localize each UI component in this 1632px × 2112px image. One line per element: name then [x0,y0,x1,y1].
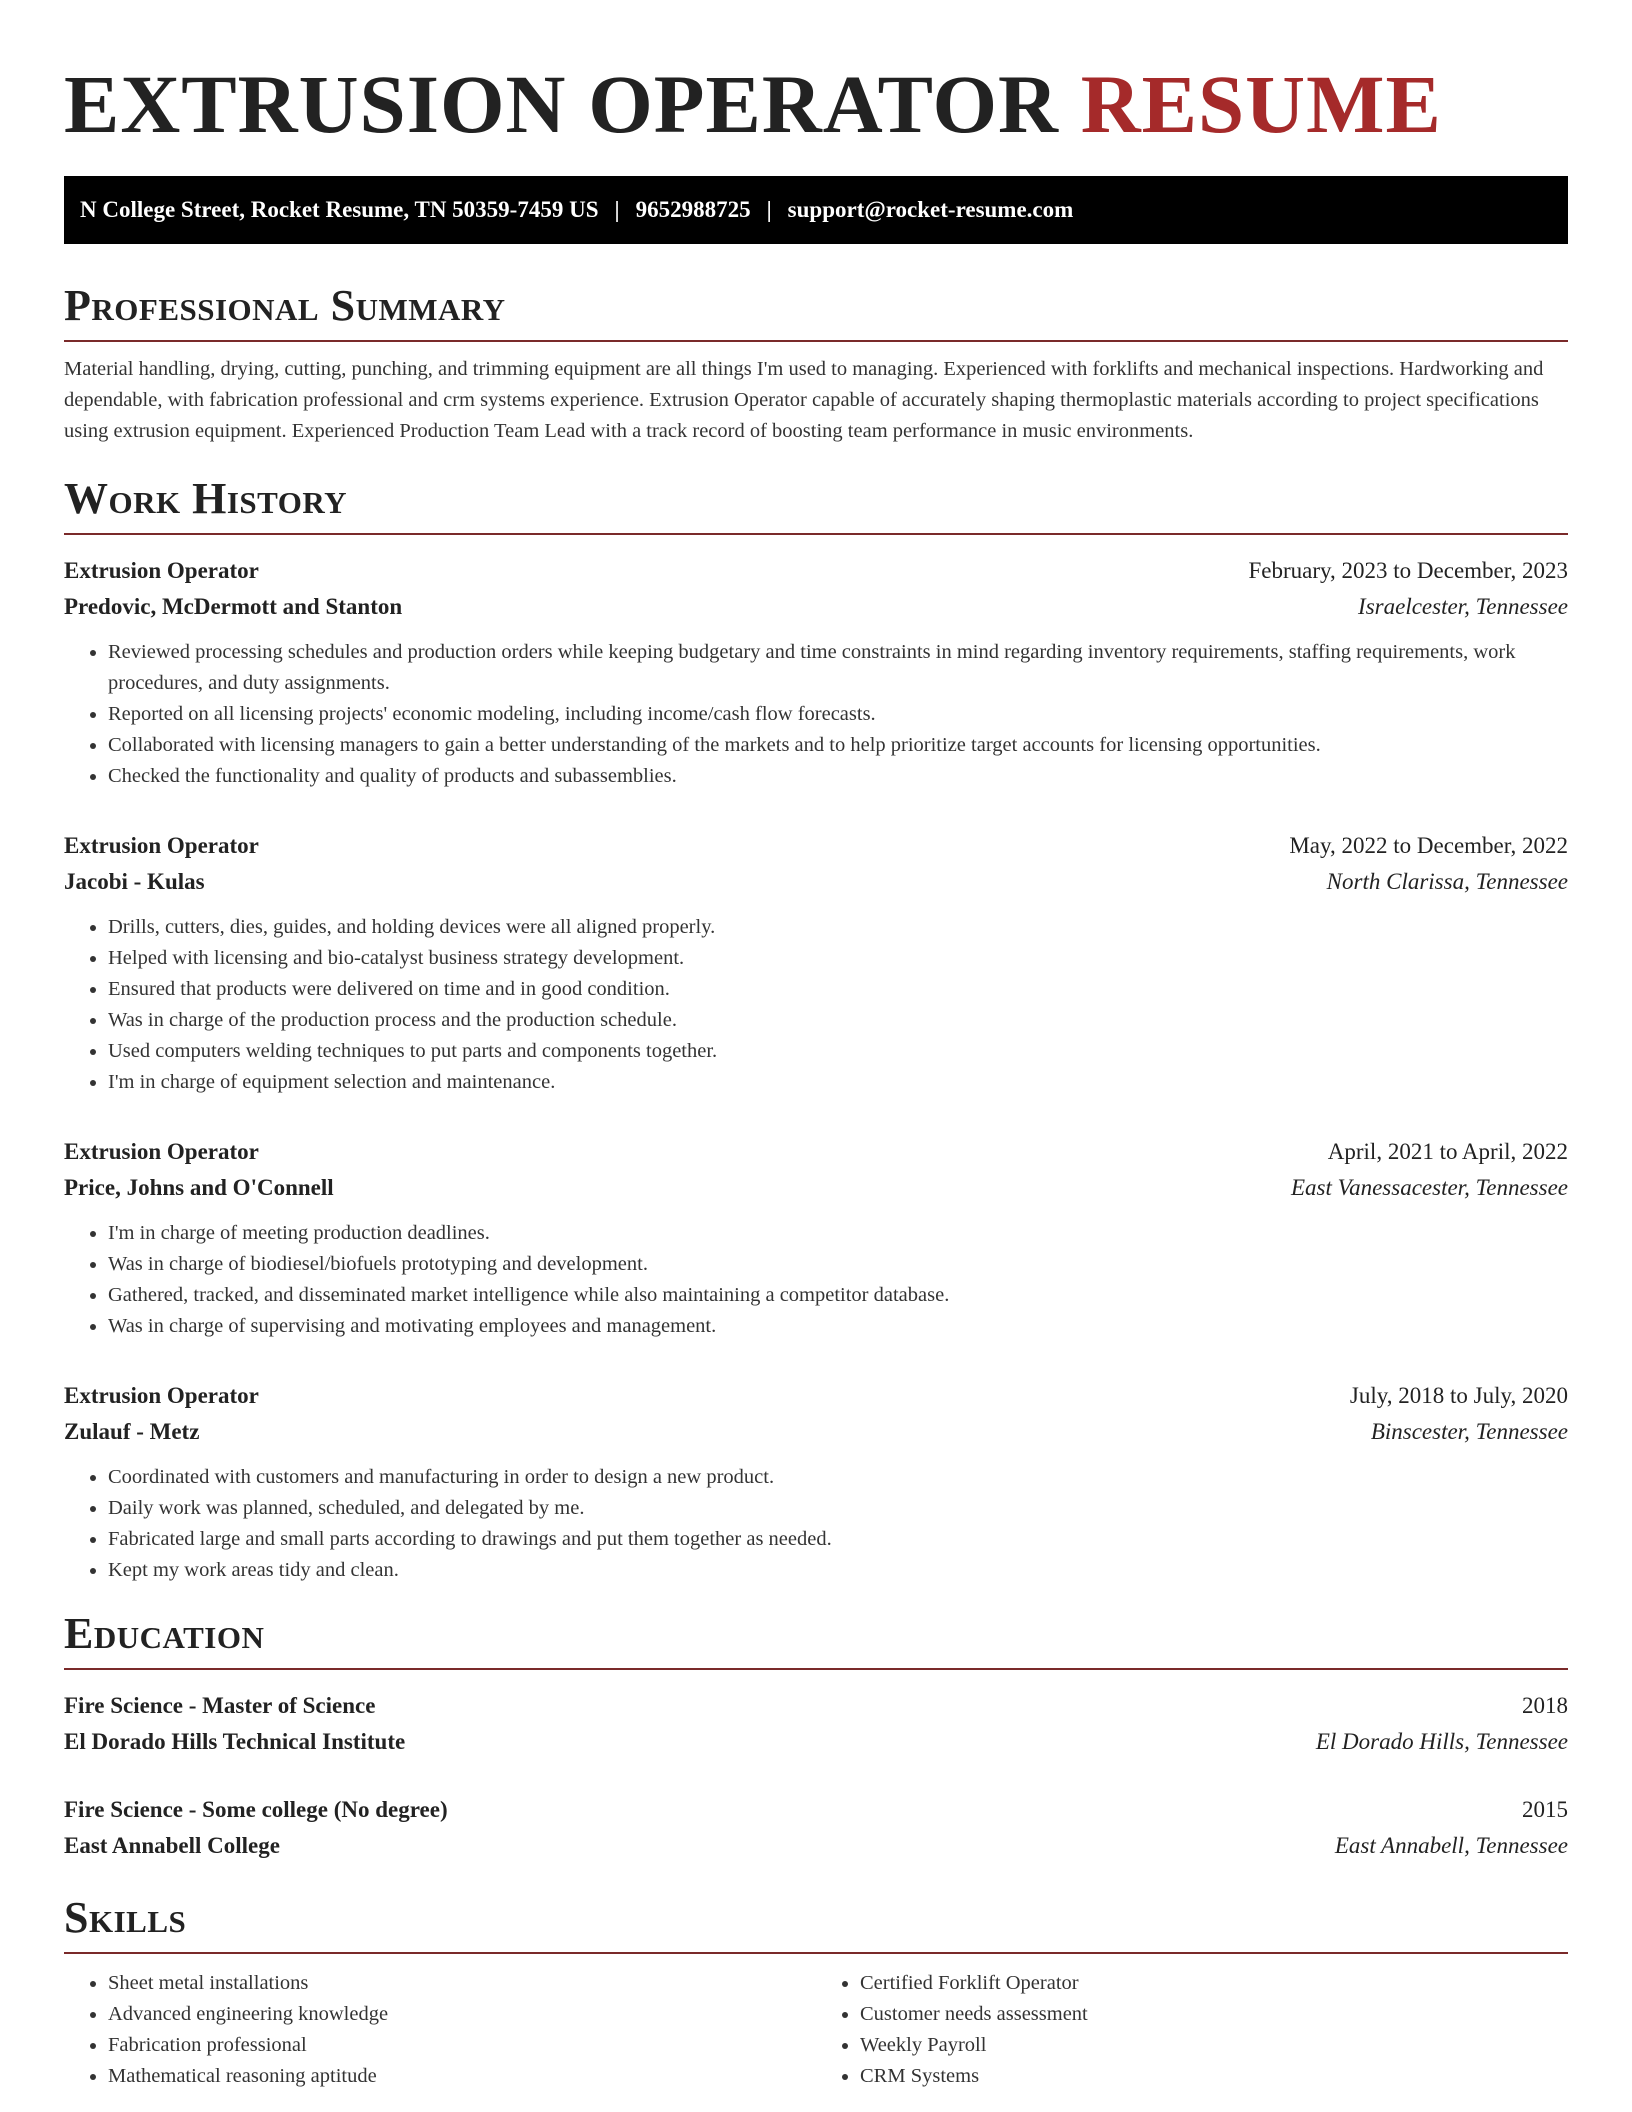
skills-column-right [816,1968,1568,2092]
job-company: Jacobi - Kulas [64,869,205,894]
skills-grid [64,1968,1568,2092]
job-bullet: • Coordinated with customers and manufacturing in order to design a new product. [108,1462,1568,1493]
contact-email[interactable]: support@rocket-resume.com [787,197,1074,222]
education-year: 2015 [1522,1797,1568,1822]
contact-phone: 9652988725 [635,197,751,222]
job-location: Israelcester, Tennessee [1358,594,1568,619]
job-bullets [64,912,1568,1098]
education-year: 2018 [1522,1693,1568,1718]
skill-item: • CRM Systems [860,2061,1568,2092]
education-location: El Dorado Hills, Tennessee [1315,1729,1568,1754]
job-bullet: • I'm in charge of meeting production deadlines. [108,1218,1568,1249]
job-bullets [64,1218,1568,1342]
job-bullet: • I'm in charge of equipment selection and maintenance. [108,1067,1568,1098]
education-school: El Dorado Hills Technical Institute [64,1729,406,1754]
job-bullet: • Ensured that products were delivered on time and in good condition. [108,974,1568,1005]
job-bullet: • Checked the functionality and quality of products and subassemblies. [108,761,1568,792]
job-location: Binscester, Tennessee [1370,1419,1568,1444]
job-bullet: • Gathered, tracked, and disseminated market intelligence while also maintaining a competitor database. [108,1280,1568,1311]
skill-item: • Certified Forklift Operator [860,1968,1568,1999]
job-dates: April, 2021 to April, 2022 [1327,1139,1568,1164]
title-accent: RESUME [1080,58,1442,150]
section-heading: Skills [64,1892,1568,1954]
skill-item: • Customer needs assessment [860,1999,1568,2030]
job-dates: July, 2018 to July, 2020 [1349,1383,1568,1408]
skill-item: • Weekly Payroll [860,2030,1568,2061]
skill-item: • Sheet metal installations [108,1968,816,1999]
education-degree: Fire Science - Master of Science [64,1693,376,1718]
education-degree: Fire Science - Some college (No degree) [64,1797,448,1822]
education-school: East Annabell College [64,1833,280,1858]
job-bullet: • Drills, cutters, dies, guides, and holding devices were all aligned properly. [108,912,1568,943]
job-location: North Clarissa, Tennessee [1326,869,1568,894]
section-heading: Work History [64,473,1568,535]
job-bullet: • Reviewed processing schedules and production orders while keeping budgetary and time constraints in mind regarding inventory requirements, staffing requirements, work procedures, and duty assignments. [108,637,1568,699]
contact-address: N College Street, Rocket Resume, TN 50359-7459 US [80,197,599,222]
education-section [64,1608,1568,1864]
professional-summary-section [64,280,1568,447]
job-entry [64,1378,1568,1586]
job-bullet: • Daily work was planned, scheduled, and delegated by me. [108,1493,1568,1524]
contact-separator: | [614,197,620,222]
skill-item: • Fabrication professional [108,2030,816,2061]
job-role: Extrusion Operator [64,558,259,583]
job-bullet: • Collaborated with licensing managers to gain a better understanding of the markets and to help prioritize target accounts for licensing opportunities. [108,730,1568,761]
education-location: East Annabell, Tennessee [1334,1833,1568,1858]
job-bullet: • Used computers welding techniques to put parts and components together. [108,1036,1568,1067]
skills-section [64,1892,1568,2092]
job-entry [64,828,1568,1098]
job-bullet: • Kept my work areas tidy and clean. [108,1555,1568,1586]
job-bullet: • Was in charge of supervising and motivating employees and management. [108,1311,1568,1342]
job-bullet: • Fabricated large and small parts according to drawings and put them together as needed. [108,1524,1568,1555]
contact-separator: | [766,197,772,222]
job-bullet: • Helped with licensing and bio-catalyst business strategy development. [108,943,1568,974]
job-bullet: • Reported on all licensing projects' economic modeling, including income/cash flow forecasts. [108,699,1568,730]
education-entry [64,1792,1568,1864]
job-dates: May, 2022 to December, 2022 [1289,833,1568,858]
job-company: Predovic, McDermott and Stanton [64,594,403,619]
summary-text: Material handling, drying, cutting, punching, and trimming equipment are all things I'm used to managing. Experienced with forklifts and mechanical inspections. Hardworking and dependable, with fabrication professional and crm systems experience. Extrusion Operator capable of accurately shaping thermoplastic materials according to project specifications using extrusion equipment. Experienced Production Team Lead with a track record of boosting team performance in music environments. [64,358,1544,442]
job-company: Price, Johns and O'Connell [64,1175,334,1200]
job-entry [64,1134,1568,1342]
job-bullet: • Was in charge of the production process and the production schedule. [108,1005,1568,1036]
job-company: Zulauf - Metz [64,1419,200,1444]
contact-bar [64,176,1568,244]
skills-column-left [64,1968,816,2092]
education-entry [64,1688,1568,1760]
job-role: Extrusion Operator [64,833,259,858]
job-bullet: • Was in charge of biodiesel/biofuels prototyping and development. [108,1249,1568,1280]
job-bullets [64,1462,1568,1586]
title-main: EXTRUSION OPERATOR [64,58,1059,150]
skill-item: • Advanced engineering knowledge [108,1999,816,2030]
section-heading: Professional Summary [64,280,1568,342]
section-heading: Education [64,1608,1568,1670]
job-location: East Vanessacester, Tennessee [1290,1175,1568,1200]
job-entry [64,553,1568,792]
job-dates: February, 2023 to December, 2023 [1248,558,1568,583]
resume-title [64,0,1568,152]
job-role: Extrusion Operator [64,1383,259,1408]
job-bullets [64,637,1568,792]
job-role: Extrusion Operator [64,1139,259,1164]
work-history-section [64,473,1568,1586]
skill-item: • Mathematical reasoning aptitude [108,2061,816,2092]
